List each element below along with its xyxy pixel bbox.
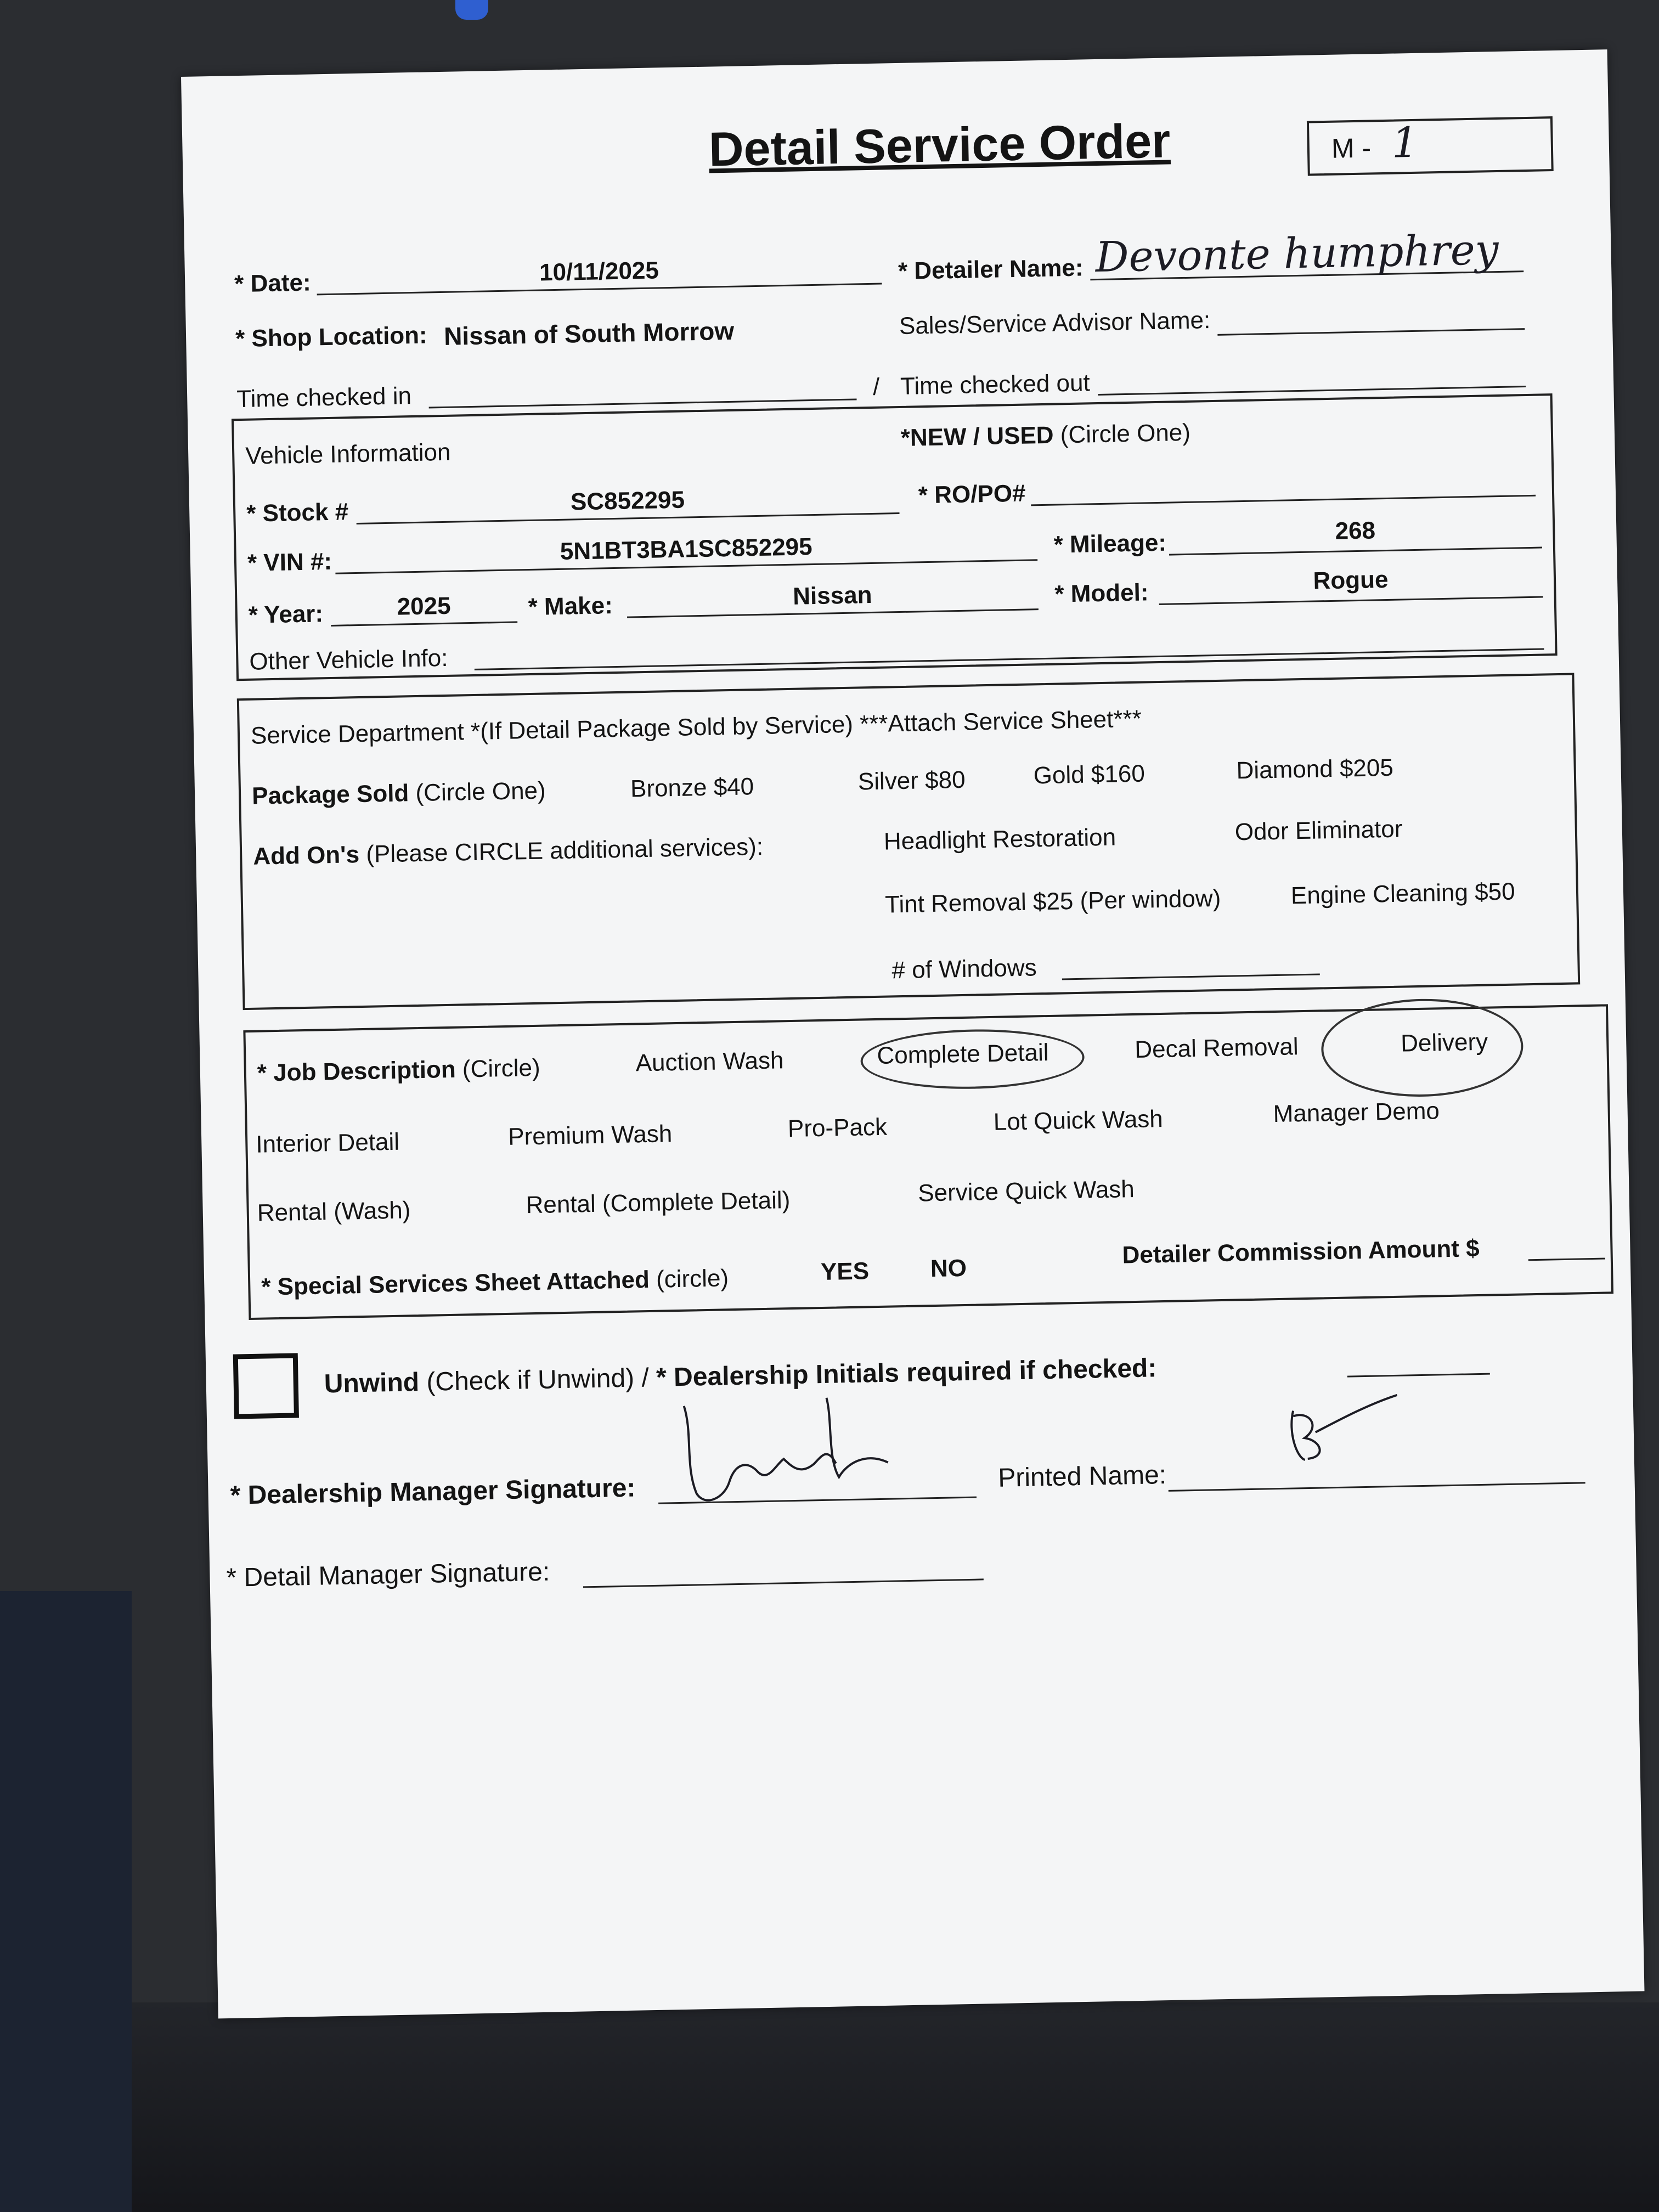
complete-detail-circle-mark [860,1028,1085,1091]
job-lot-quick-wash[interactable]: Lot Quick Wash [993,1105,1164,1136]
new-used-label: *NEW / USED [900,421,1054,452]
shop-location-label: * Shop Location: [235,321,428,353]
vehicle-info-label: Vehicle Information [245,438,451,470]
time-separator: / [872,373,880,400]
date-value: 10/11/2025 [539,257,659,286]
model-value: Rogue [1313,566,1389,595]
unwind-checkbox[interactable] [233,1353,299,1419]
special-services-no[interactable]: NO [930,1254,967,1283]
job-complete-detail[interactable]: Complete Detail [877,1039,1049,1069]
printed-name-initial-scribble [1282,1392,1409,1466]
commission-label: Detailer Commission Amount $ [1122,1234,1480,1269]
detailer-name-label: * Detailer Name: [898,254,1084,285]
commission-line[interactable] [1528,1236,1605,1261]
mileage-label: * Mileage: [1053,529,1167,558]
time-out-label: Time checked out [900,369,1091,400]
package-silver[interactable]: Silver $80 [857,766,966,795]
detailer-name-value: Devonte humphrey [1094,224,1499,282]
service-department-box [237,673,1580,1010]
job-manager-demo[interactable]: Manager Demo [1273,1097,1440,1128]
addon-tint-removal[interactable]: Tint Removal $25 (Per window) [884,884,1221,918]
advisor-name-line[interactable] [1217,306,1525,336]
package-diamond[interactable]: Diamond $205 [1236,754,1394,785]
printed-name-label: Printed Name: [997,1460,1167,1493]
stock-label: * Stock # [246,498,349,527]
new-used-selector[interactable] [900,419,1190,452]
date-label: * Date: [234,269,312,298]
other-vehicle-info-line[interactable] [474,627,1544,670]
model-label: * Model: [1054,579,1149,608]
vin-value: 5N1BT3BA1SC852295 [560,533,813,565]
package-bronze[interactable]: Bronze $40 [630,773,754,803]
stock-value: SC852295 [570,486,685,516]
dealership-manager-signature-label: * Dealership Manager Signature: [230,1473,636,1510]
job-decal-removal[interactable]: Decal Removal [1134,1033,1299,1063]
job-description-label: * Job Description (Circle) [257,1054,541,1087]
time-out-line[interactable] [1098,364,1526,396]
desk-surface [0,2002,1659,2212]
package-gold[interactable]: Gold $160 [1033,760,1146,789]
vehicle-info-box [232,393,1558,681]
pen-cap [455,0,488,20]
job-auction-wash[interactable]: Auction Wash [635,1047,784,1077]
service-order-sheet [181,49,1644,2018]
service-header: Service Department *(If Detail Package Sold by Service) ***Attach Service Sheet*** [250,705,1142,749]
mileage-value: 268 [1335,517,1376,545]
job-pro-pack[interactable]: Pro-Pack [787,1113,888,1143]
m-number-label: M - [1331,132,1372,164]
other-vehicle-info-label: Other Vehicle Info: [249,644,448,675]
job-service-quick-wash[interactable]: Service Quick Wash [917,1176,1135,1207]
detail-manager-signature-label: * Detail Manager Signature: [226,1557,550,1593]
time-in-line[interactable] [428,376,857,408]
job-premium-wash[interactable]: Premium Wash [507,1120,673,1150]
addon-engine-cleaning[interactable]: Engine Cleaning $50 [1290,878,1515,910]
m-number-box [1307,116,1554,176]
new-used-hint: (Circle One) [1060,419,1191,449]
package-sold-label: Package Sold (Circle One) [251,777,546,810]
add-ons-label: Add On's (Please CIRCLE additional services): [252,833,764,870]
dealership-initials-line[interactable] [1347,1347,1490,1378]
form-title: Detail Service Order [708,113,1171,177]
special-services-label: * Special Services Sheet Attached (circle) [261,1265,729,1301]
detail-manager-signature-line[interactable] [583,1545,984,1588]
job-rental-wash[interactable]: Rental (Wash) [257,1197,411,1227]
time-in-label: Time checked in [236,382,412,413]
job-rental-complete-detail[interactable]: Rental (Complete Detail) [526,1187,791,1219]
unwind-label: Unwind (Check if Unwind) / * Dealership Initials required if checked: [324,1353,1157,1399]
ro-po-line[interactable] [1030,473,1536,506]
job-interior-detail[interactable]: Interior Detail [255,1128,400,1158]
windows-label: # of Windows [891,954,1037,984]
year-value: 2025 [397,592,452,620]
advisor-name-label: Sales/Service Advisor Name: [899,307,1211,340]
year-label: * Year: [248,600,324,629]
job-description-box [243,1004,1613,1320]
dealership-manager-signature [662,1380,911,1511]
make-label: * Make: [528,592,613,621]
fabric-background [0,1591,132,2212]
shop-location-value: Nissan of South Morrow [443,316,735,351]
ro-po-label: * RO/PO# [918,479,1026,509]
addon-odor-eliminator[interactable]: Odor Eliminator [1234,815,1403,846]
vin-label: * VIN #: [247,548,332,577]
make-value: Nissan [792,581,872,610]
windows-line[interactable] [1062,951,1320,980]
job-delivery[interactable]: Delivery [1400,1028,1488,1057]
special-services-yes[interactable]: YES [820,1257,870,1286]
delivery-circle-mark [1321,997,1524,1098]
m-number-value: 1 [1391,117,1419,167]
addon-headlight-restoration[interactable]: Headlight Restoration [883,823,1116,855]
